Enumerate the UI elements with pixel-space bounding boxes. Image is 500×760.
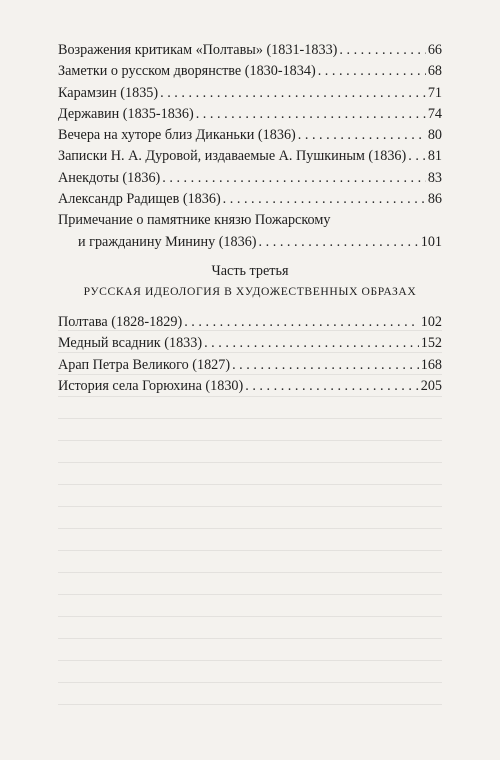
toc-entry-page: 80	[427, 127, 442, 144]
dot-leader	[184, 312, 419, 333]
toc-entry	[58, 312, 442, 333]
toc-entry-title: Александр Радищев (1836)	[58, 191, 221, 208]
dot-leader	[196, 104, 426, 125]
toc-entry-page: 205	[420, 377, 442, 394]
part-heading: Часть третья	[211, 262, 289, 279]
toc-entry-page: 74	[427, 105, 442, 122]
table-of-contents	[58, 40, 442, 397]
toc-entry-title: Державин (1835-1836)	[58, 105, 194, 122]
dot-leader	[223, 189, 426, 210]
toc-entry	[58, 104, 442, 125]
toc-entry-title: Анекдоты (1836)	[58, 169, 161, 186]
toc-entry-first-line: Примечание о памятнике князю Пожарскому	[58, 212, 331, 229]
toc-entry-page: 102	[420, 313, 442, 330]
dot-leader	[318, 61, 426, 82]
toc-entry-page: 66	[427, 42, 442, 58]
toc-entry	[58, 125, 442, 146]
toc-entry-title: Вечера на хуторе близ Диканьки (1836)	[58, 127, 296, 144]
toc-entry-title: Записки Н. А. Дуровой, издаваемые А. Пушкиным (1836)	[58, 148, 407, 165]
toc-entry-page: 101	[420, 233, 442, 250]
toc-entry-continuation	[58, 232, 442, 253]
toc-entry-title: Заметки о русском дворянстве (1830-1834)	[58, 63, 316, 80]
toc-entry	[58, 40, 442, 61]
toc-entry	[58, 376, 442, 397]
toc-entry	[58, 355, 442, 376]
toc-entry-page: 68	[427, 63, 442, 80]
dot-leader	[259, 232, 419, 253]
toc-entry	[58, 83, 442, 104]
toc-entry-title: Карамзин (1835)	[58, 84, 159, 101]
dot-leader	[162, 168, 426, 189]
toc-entry	[58, 168, 442, 189]
toc-entry	[58, 61, 442, 82]
toc-entry-title: и гражданину Минину (1836)	[78, 233, 257, 250]
toc-entry-title: Возражения критикам «Полтавы» (1831-1833)	[58, 42, 338, 58]
dot-leader	[232, 355, 419, 376]
toc-entry-page: 81	[427, 148, 442, 165]
toc-entry	[58, 146, 442, 167]
dot-leader	[160, 83, 426, 104]
dot-leader	[298, 125, 426, 146]
toc-entry	[58, 333, 442, 354]
dot-leader	[245, 376, 418, 397]
toc-entry-page: 152	[420, 335, 442, 352]
toc-entry-title: Полтава (1828-1829)	[58, 313, 183, 330]
dot-leader	[339, 40, 425, 61]
toc-entry-title: Арап Петра Великого (1827)	[58, 356, 231, 373]
toc-entry-title: Медный всадник (1833)	[58, 335, 203, 352]
toc-entry-page: 168	[420, 356, 442, 373]
part-subheading: РУССКАЯ ИДЕОЛОГИЯ В ХУДОЖЕСТВЕННЫХ ОБРАЗАХ	[83, 284, 417, 298]
toc-entry-page: 86	[427, 191, 442, 208]
toc-entry-page: 83	[427, 169, 442, 186]
toc-entry	[58, 189, 442, 210]
dot-leader	[204, 333, 419, 354]
toc-entry-page: 71	[427, 84, 442, 101]
dot-leader	[408, 146, 426, 167]
toc-entry-title: История села Горюхина (1830)	[58, 377, 244, 394]
